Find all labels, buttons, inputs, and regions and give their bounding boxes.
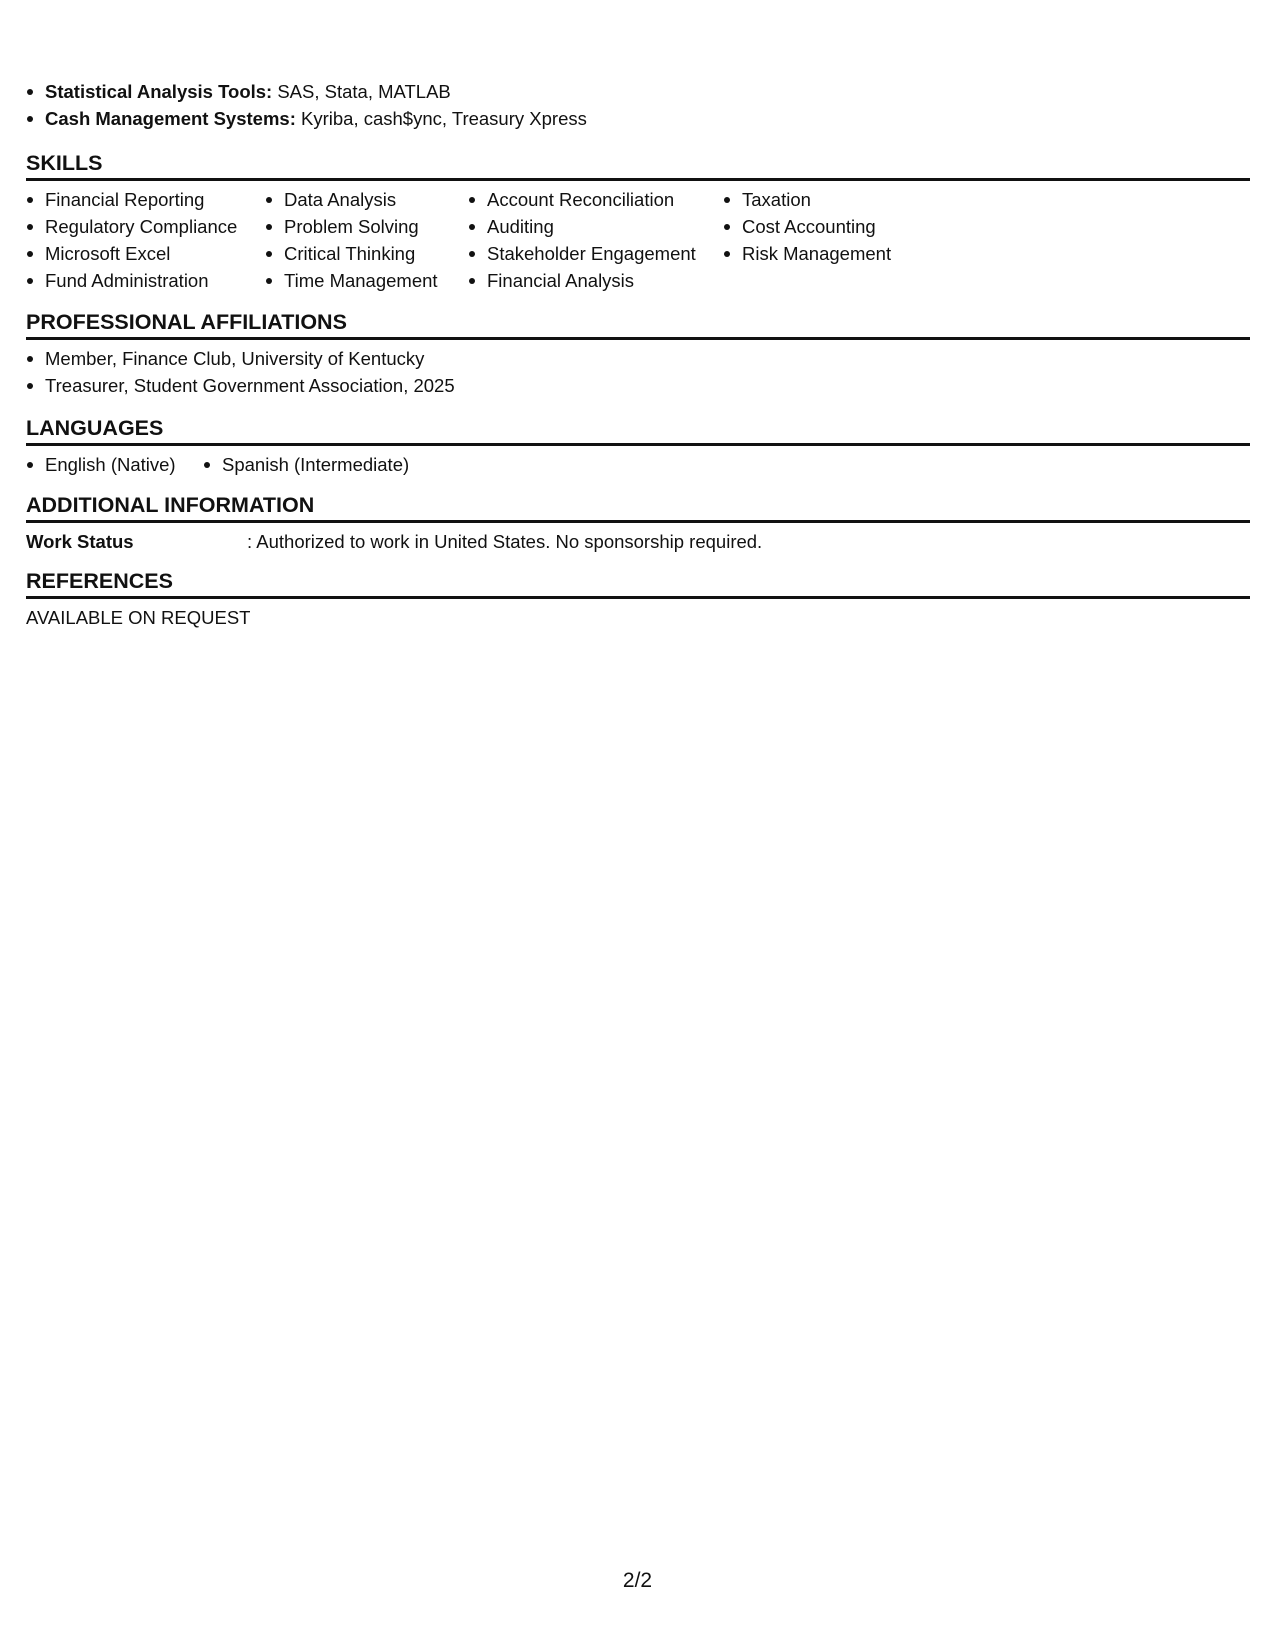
skills-column	[468, 186, 723, 294]
list-item: Stakeholder Engagement	[468, 240, 723, 267]
section-title-additional-info: ADDITIONAL INFORMATION	[26, 492, 1250, 523]
languages-section	[26, 415, 1250, 478]
list-item: Treasurer, Student Government Association, 2025	[26, 372, 1250, 399]
list-item: English (Native)	[26, 451, 203, 478]
list-item	[26, 78, 1250, 105]
section-title-references: REFERENCES	[26, 568, 1250, 599]
list-item: Spanish (Intermediate)	[203, 451, 409, 478]
list-item: Time Management	[265, 267, 468, 294]
list-item: Risk Management	[723, 240, 923, 267]
tool-category-value: Kyriba, cash$ync, Treasury Xpress	[295, 108, 587, 129]
skills-column	[265, 186, 468, 294]
list-item: Auditing	[468, 213, 723, 240]
affiliations-list	[26, 345, 1250, 399]
skills-column	[723, 186, 923, 294]
info-value: : Authorized to work in United States. No sponsorship required.	[247, 531, 763, 552]
languages-column	[26, 451, 203, 478]
affiliations-section	[26, 309, 1250, 399]
list-item: Financial Analysis	[468, 267, 723, 294]
tool-category-value: SAS, Stata, MATLAB	[272, 81, 451, 102]
section-title-languages: LANGUAGES	[26, 415, 1250, 446]
info-label: Work Status	[26, 531, 134, 552]
list-item: Taxation	[723, 186, 923, 213]
tools-list	[26, 78, 1250, 132]
tool-category-label: Statistical Analysis Tools:	[45, 81, 273, 102]
list-item: Member, Finance Club, University of Kentucky	[26, 345, 1250, 372]
list-item: Financial Reporting	[26, 186, 265, 213]
list-item: Data Analysis	[265, 186, 468, 213]
skills-grid	[26, 186, 1250, 294]
list-item	[26, 105, 1250, 132]
tool-category-label: Cash Management Systems:	[45, 108, 296, 129]
skills-column	[26, 186, 265, 294]
list-item: Microsoft Excel	[26, 240, 265, 267]
resume-page-content	[26, 78, 1250, 631]
references-section	[26, 568, 1250, 631]
languages-row	[26, 451, 1250, 478]
page-number: 2/2	[622, 1569, 653, 1592]
additional-info-section	[26, 492, 1250, 555]
list-item: Critical Thinking	[265, 240, 468, 267]
list-item: Cost Accounting	[723, 213, 923, 240]
list-item: Problem Solving	[265, 213, 468, 240]
section-title-affiliations: PROFESSIONAL AFFILIATIONS	[26, 309, 1250, 340]
info-row-work-status	[26, 528, 1250, 555]
list-item: Fund Administration	[26, 267, 265, 294]
list-item: Regulatory Compliance	[26, 213, 265, 240]
languages-column	[203, 451, 409, 478]
list-item: Account Reconciliation	[468, 186, 723, 213]
section-title-skills: SKILLS	[26, 150, 1250, 181]
skills-section	[26, 150, 1250, 294]
references-text: AVAILABLE ON REQUEST	[26, 607, 251, 628]
